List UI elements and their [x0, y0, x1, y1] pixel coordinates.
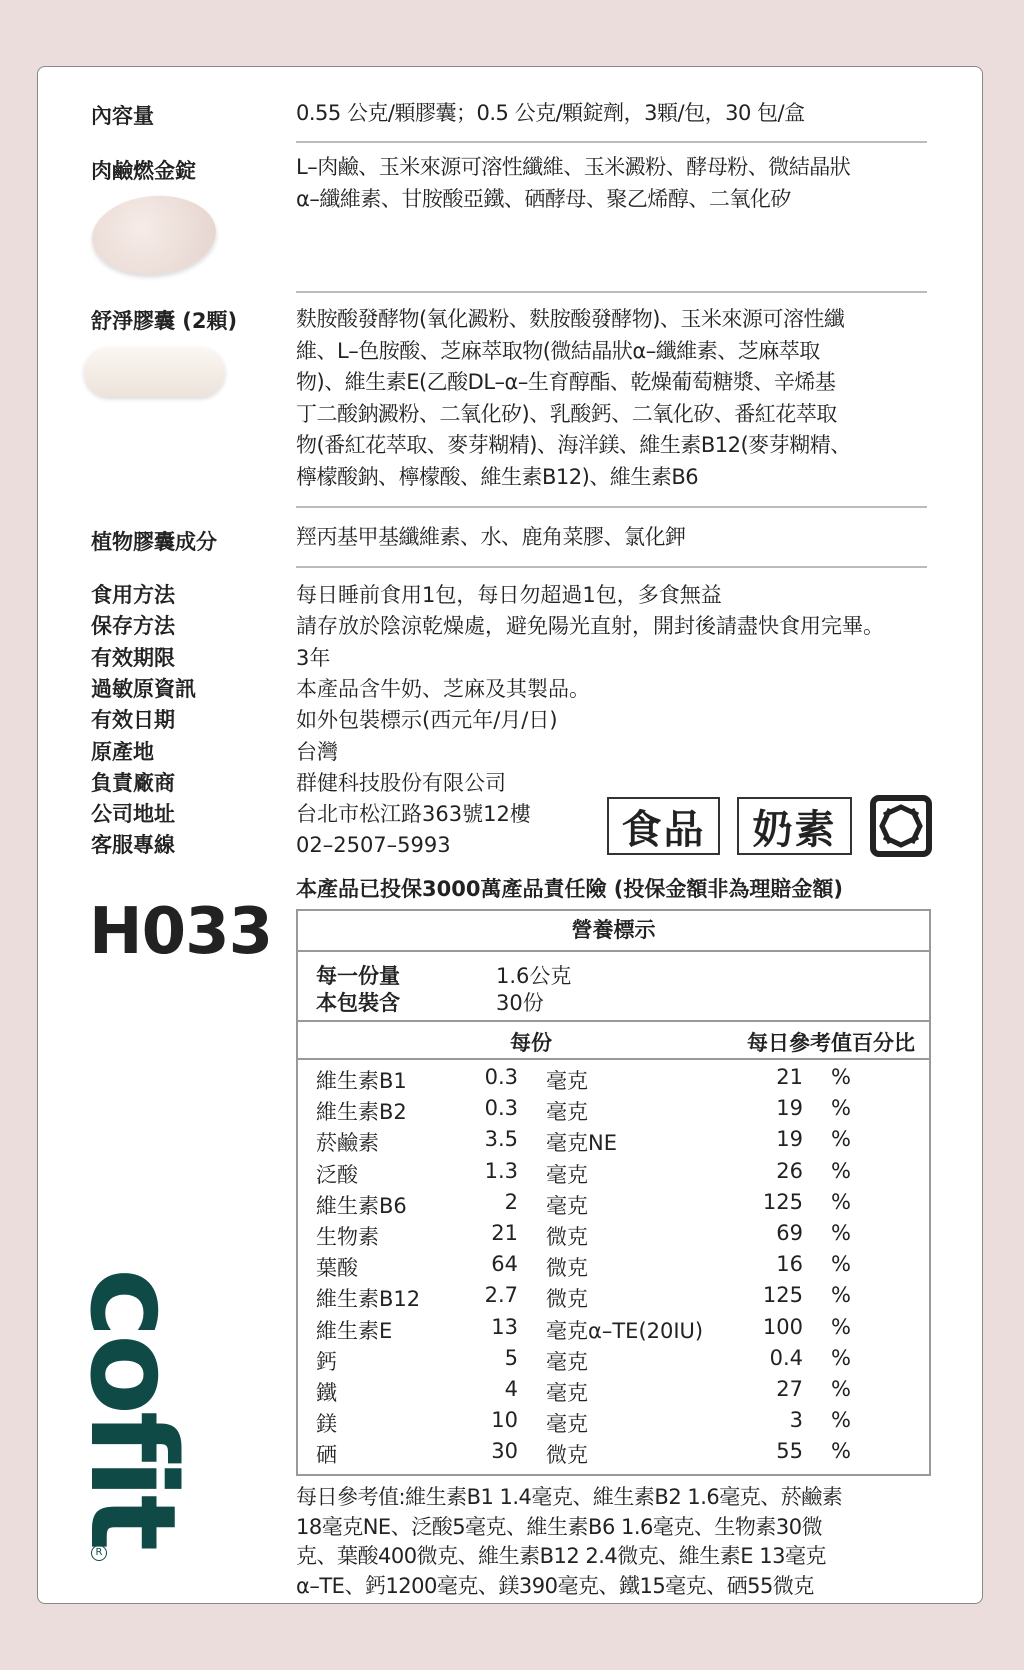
divider: [296, 506, 927, 508]
pct-sign: %: [831, 1314, 851, 1339]
nutrient-name: 鈣: [316, 1349, 337, 1374]
line: 18毫克NE、泛酸5毫克、維生素B6 1.6毫克、生物素30微: [296, 1514, 823, 1539]
nutrient-row: [298, 1096, 929, 1127]
nutrient-row: [298, 1159, 929, 1190]
nutrient-unit: 毫克NE: [546, 1131, 617, 1156]
capsule-image: [84, 347, 225, 397]
pct-sign: %: [831, 1189, 851, 1214]
pack-label: 本包裝含: [316, 991, 400, 1015]
pack-value: 30份: [496, 991, 544, 1015]
info-label: 過敏原資訊: [91, 676, 196, 701]
nutrient-row: [298, 1127, 929, 1158]
nutrient-row: [298, 1346, 929, 1377]
info-value: 群健科技股份有限公司: [296, 770, 506, 795]
nutrient-pct: 19: [776, 1096, 803, 1121]
serving-label: 每一份量: [316, 964, 400, 988]
nutrition-title: 營養標示: [298, 911, 929, 952]
nutrient-amount: 10: [491, 1408, 518, 1433]
nutrient-row: [298, 1221, 929, 1252]
nutrient-amount: 2.7: [484, 1283, 518, 1308]
nutrient-unit: 微克: [546, 1256, 588, 1281]
info-label: 客服專線: [91, 833, 175, 858]
nutrient-amount: 21: [491, 1221, 518, 1245]
nutrient-pct: 100: [762, 1314, 803, 1339]
nutrient-amount: 1.3: [484, 1158, 518, 1183]
nutrient-row: [298, 1408, 929, 1439]
pct-sign: %: [831, 1345, 851, 1370]
pct-sign: %: [831, 1408, 851, 1433]
nutrient-unit: 微克: [546, 1443, 588, 1468]
nutrient-pct: 21: [776, 1065, 803, 1089]
nutrient-row: [298, 1065, 929, 1096]
info-label: 有效日期: [91, 708, 175, 733]
nutrient-pct: 3: [789, 1408, 803, 1433]
nutrient-unit: 微克: [546, 1287, 588, 1312]
info-value: 本產品含牛奶、芝麻及其製品。: [296, 676, 590, 701]
pct-sign: %: [831, 1221, 851, 1245]
nutrient-pct: 69: [776, 1221, 803, 1245]
vegetarian-badge: 奶素: [737, 797, 852, 855]
line: 丁二酸鈉澱粉、二氧化矽)、乳酸鈣、二氧化矽、番紅花萃取: [296, 401, 837, 426]
info-label: 保存方法: [91, 614, 175, 639]
content-label: 內容量: [91, 104, 154, 128]
col-per-serving: 每份: [510, 1031, 552, 1055]
pct-sign: %: [831, 1158, 851, 1183]
nutrient-pct: 26: [776, 1158, 803, 1183]
nutrient-unit: 毫克: [546, 1162, 588, 1187]
divider: [296, 141, 927, 143]
nutrient-pct: 16: [776, 1252, 803, 1277]
info-label: 食用方法: [91, 583, 175, 607]
food-badge: 食品: [607, 797, 720, 855]
info-value: 02–2507–5993: [296, 833, 451, 858]
nutrient-amount: 13: [491, 1314, 518, 1339]
pct-sign: %: [831, 1377, 851, 1401]
nutrient-unit: 毫克: [546, 1100, 588, 1125]
nutrient-name: 維生素B12: [316, 1287, 421, 1312]
nutrient-amount: 5: [504, 1345, 518, 1370]
line: α–纖維素、甘胺酸亞鐵、硒酵母、聚乙烯醇、二氧化矽: [296, 186, 791, 211]
nutrient-pct: 125: [762, 1283, 803, 1308]
nutrient-name: 鎂: [316, 1412, 337, 1437]
pct-sign: %: [831, 1283, 851, 1308]
line: 物(番紅花萃取、麥芽糊精)、海洋鎂、維生素B12(麥芽糊精、: [296, 433, 851, 457]
nutrient-row: [298, 1283, 929, 1314]
info-label: 原產地: [91, 739, 154, 764]
nutrient-amount: 2: [504, 1189, 518, 1214]
content-value: 0.55 公克/顆膠囊；0.5 公克/顆錠劑，3顆/包，30 包/盒: [296, 101, 805, 125]
nutrient-name: 泛酸: [316, 1162, 358, 1187]
nutrient-amount: 0.3: [484, 1065, 518, 1089]
line: 物)、維生素E(乙酸DL–α–生育醇酯、乾燥葡萄糖漿、辛烯基: [296, 370, 836, 394]
nutrient-name: 硒: [316, 1443, 337, 1468]
column-header: [298, 1022, 929, 1060]
nutrient-amount: 30: [491, 1439, 518, 1464]
info-value: 每日睡前食用1包，每日勿超過1包，多食無益: [296, 583, 722, 607]
line: α–TE、鈣1200毫克、鎂390毫克、鐵15毫克、硒55微克: [296, 1573, 814, 1598]
nutrient-pct: 27: [776, 1377, 803, 1401]
info-label: 公司地址: [91, 802, 175, 827]
nutrient-row: [298, 1252, 929, 1283]
nutrient-row: [298, 1377, 929, 1408]
tablet-label: 肉鹼燃金錠: [91, 159, 196, 183]
nutrient-name: 生物素: [316, 1225, 379, 1249]
nutrient-amount: 64: [491, 1252, 518, 1277]
nutrient-name: 維生素E: [316, 1318, 393, 1343]
shell-label: 植物膠囊成分: [91, 530, 217, 554]
line: 克、葉酸400微克、維生素B12 2.4微克、維生素E 13毫克: [296, 1544, 826, 1569]
serving-row: [298, 952, 929, 1022]
recycle-icon: [870, 795, 932, 857]
registered-icon: R: [91, 1545, 107, 1561]
tablet-ingredients: [296, 152, 936, 215]
nutrient-name: 維生素B2: [316, 1100, 407, 1125]
line: 每日參考值:維生素B1 1.4毫克、維生素B2 1.6毫克、菸鹼素: [296, 1485, 843, 1509]
capsule-ingredients: [296, 304, 936, 493]
info-value: 請存放於陰涼乾燥處，避免陽光直射，開封後請盡快食用完畢。: [296, 614, 884, 639]
info-label: 有效期限: [91, 645, 175, 670]
nutrient-unit: 毫克: [546, 1412, 588, 1437]
nutrient-name: 葉酸: [316, 1256, 358, 1281]
nutrient-row: [298, 1315, 929, 1346]
brand-logo: cofit: [64, 1268, 202, 1548]
info-value: 台北市松江路363號12樓: [296, 802, 531, 827]
info-value: 如外包裝標示(西元年/月/日): [296, 708, 558, 733]
nutrient-pct: 125: [762, 1189, 803, 1214]
nutrient-amount: 0.3: [484, 1096, 518, 1121]
daily-reference-note: [296, 1483, 936, 1601]
pct-sign: %: [831, 1439, 851, 1464]
nutrient-row: [298, 1190, 929, 1221]
nutrient-name: 維生素B6: [316, 1193, 407, 1218]
serving-value: 1.6公克: [496, 964, 572, 988]
info-value: 台灣: [296, 739, 338, 764]
line: L–肉鹼、玉米來源可溶性纖維、玉米澱粉、酵母粉、微結晶狀: [296, 155, 851, 179]
nutrient-unit: 毫克α–TE(20IU): [546, 1318, 704, 1343]
capsule-label: 舒淨膠囊 (2顆): [91, 309, 238, 333]
nutrient-name: 鐵: [316, 1381, 337, 1405]
pct-sign: %: [831, 1127, 851, 1152]
line: 檸檬酸鈉、檸檬酸、維生素B12)、維生素B6: [296, 464, 699, 489]
nutrient-name: 菸鹼素: [316, 1131, 379, 1156]
pct-sign: %: [831, 1096, 851, 1121]
nutrition-table: [296, 909, 931, 1476]
nutrient-row: [298, 1439, 929, 1470]
nutrient-unit: 毫克: [546, 1381, 588, 1405]
nutrient-pct: 0.4: [769, 1345, 803, 1370]
product-code: H033: [89, 895, 273, 969]
info-value: 3年: [296, 645, 331, 670]
pct-sign: %: [831, 1065, 851, 1089]
info-label: 負責廠商: [91, 770, 175, 795]
nutrient-unit: 毫克: [546, 1349, 588, 1374]
line: 麩胺酸發酵物(氧化澱粉、麩胺酸發酵物)、玉米來源可溶性纖: [296, 307, 845, 331]
insurance-note: 本產品已投保3000萬產品責任險 (投保金額非為理賠金額): [296, 877, 843, 901]
nutrient-amount: 4: [504, 1377, 518, 1401]
col-daily-value: 每日參考值百分比: [747, 1031, 915, 1055]
line: 維、L–色胺酸、芝麻萃取物(微結晶狀α–纖維素、芝麻萃取: [296, 338, 820, 363]
nutrient-pct: 19: [776, 1127, 803, 1152]
nutrient-unit: 毫克: [546, 1069, 588, 1093]
shell-value: 羥丙基甲基纖維素、水、鹿角菜膠、氯化鉀: [296, 525, 686, 549]
divider: [296, 566, 927, 568]
nutrient-name: 維生素B1: [316, 1069, 407, 1093]
divider: [296, 291, 927, 293]
nutrient-unit: 毫克: [546, 1193, 588, 1218]
nutrient-pct: 55: [776, 1439, 803, 1464]
nutrient-amount: 3.5: [484, 1127, 518, 1152]
pct-sign: %: [831, 1252, 851, 1277]
nutrient-unit: 微克: [546, 1225, 588, 1249]
